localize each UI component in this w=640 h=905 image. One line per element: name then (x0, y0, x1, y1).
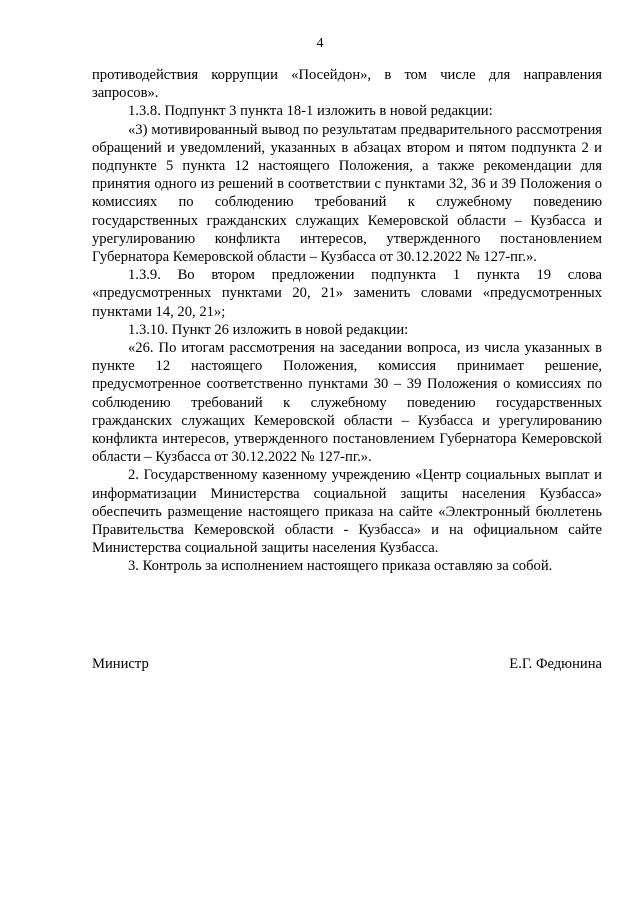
signature-block (92, 655, 602, 673)
page-number: 4 (316, 36, 324, 51)
paragraph-3: 3. Контроль за исполнением настоящего приказа оставляю за собой. (128, 558, 553, 575)
paragraph-1-3-9: 1.3.9. Во втором предложении подпункта 1 пункта 19 слова «предусмотренных пунктами 20, 21» заменить словами «предусмотренных пунктами 14, 20, 21»; (92, 267, 602, 320)
paragraph-subpoint-3-text: «3) мотивированный вывод по результатам предварительного рассмотрения обращений и уведомлений, указанных в абзацах втором и пятом подпункта 2 и подпункте 5 пункта 12 настоящего Положения, а также рекомендации для принятия одного из решений в соответствии с пунктами 32, 36 и 39 Положения о комиссиях по соблюдению требований к служебному поведению государственных гражданских служащих Кемеровской области – Кузбасса и урегулированию конфликта интересов, утвержденного постановлением Губернатора Кемеровской области – Кузбасса от 30.12.2022 № 127-пг.». (92, 121, 602, 266)
paragraph-1-3-8: 1.3.8. Подпункт 3 пункта 18-1 изложить в новой редакции: (128, 103, 493, 120)
paragraph-1-3-10: 1.3.10. Пункт 26 изложить в новой редакции: (128, 321, 409, 338)
paragraph-point-26-text: «26. По итогам рассмотрения на заседании вопроса, из числа указанных в пункте 12 настоящего Положения, комиссия принимает решение, предусмотренное соответственно пунктами 30 – 39 Положения о комиссиях по соблюдению требований к служебному поведению государственных гражданских служащих Кемеровской области – Кузбасса и урегулированию конфликта интересов, утвержденного постановлением Губернатора Кемеровской области – Кузбасса от 30.12.2022 № 127-пг.». (92, 340, 602, 466)
signature-position: Министр (92, 656, 149, 672)
paragraph-2: 2. Государственному казенному учреждению «Центр социальных выплат и информатизации Министерства социальной защиты населения Кузбасса» обеспечить размещение настоящего приказа на сайте «Электронный бюллетень Правительства Кемеровской области - Кузбасса» и на официальном сайте Министерства социальной защиты населения Кузбасса. (92, 467, 602, 557)
paragraph-continuation: противодействия коррупции «Посейдон», в том числе для направления запросов». (92, 67, 602, 102)
signature-name: Е.Г. Федюнина (509, 656, 602, 672)
document-body (92, 66, 602, 576)
